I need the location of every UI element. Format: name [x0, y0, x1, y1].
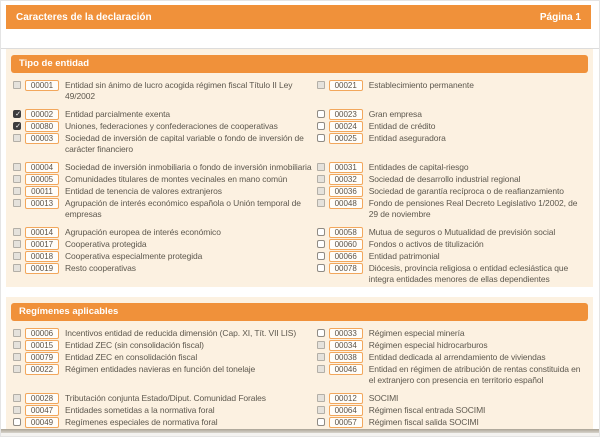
checkbox-00047[interactable] — [13, 406, 21, 414]
declaration-item — [317, 328, 586, 339]
item-code-box: 00038 — [329, 352, 363, 363]
item-code-box: 00078 — [329, 263, 363, 274]
item-label: Sociedad de garantía recíproca o de reafianzamiento — [368, 186, 564, 196]
item-code-box: 00006 — [25, 328, 59, 339]
checkbox-00080[interactable] — [13, 122, 21, 130]
item-label: Entidad patrimonial — [368, 251, 440, 261]
item-label: Régimen fiscal entrada SOCIMI — [368, 405, 486, 415]
checkbox-00014[interactable] — [13, 228, 21, 236]
page-title-bar — [6, 5, 591, 29]
item-code-box: 00058 — [329, 227, 363, 238]
form-row — [13, 121, 586, 132]
item-label: Mutua de seguros o Mutualidad de previsión social — [368, 227, 556, 237]
declaration-item — [13, 227, 317, 238]
form-row — [13, 263, 586, 285]
checkbox-00001[interactable] — [13, 81, 21, 89]
checkbox-00024[interactable] — [317, 122, 325, 130]
item-code-box: 00049 — [25, 417, 59, 428]
section-rows — [6, 78, 593, 285]
item-label: Diócesis, provincia religiosa o entidad eclesiástica que integra entidades menores de ellas dependientes — [368, 263, 569, 284]
item-code-box: 00048 — [329, 198, 363, 209]
declaration-item — [13, 364, 317, 375]
item-code-box: 00001 — [25, 80, 59, 91]
item-code-box: 00017 — [25, 239, 59, 250]
item-code-box: 00079 — [25, 352, 59, 363]
item-code-box: 00018 — [25, 251, 59, 262]
item-label: Entidad sin ánimo de lucro acogida régimen fiscal Título II Ley 49/2002 — [65, 80, 293, 101]
form-row — [13, 417, 586, 428]
section-header: Regímenes aplicables — [11, 303, 588, 321]
item-label: Agrupación de interés económico española o Unión temporal de empresas — [65, 198, 301, 219]
form-row — [13, 162, 586, 173]
declaration-item — [317, 162, 586, 173]
item-code-box: 00011 — [25, 186, 59, 197]
item-code-box: 00019 — [25, 263, 59, 274]
item-code-box: 00012 — [329, 393, 363, 404]
form-row — [13, 352, 586, 363]
checkbox-00058[interactable] — [317, 228, 325, 236]
item-label: Tributación conjunta Estado/Diput. Comunidad Forales — [65, 393, 266, 403]
declaration-item — [13, 417, 317, 428]
item-label: Entidades sometidas a la normativa foral — [65, 405, 215, 415]
declaration-item — [13, 251, 317, 262]
declaration-item — [13, 198, 317, 220]
item-label: Gran empresa — [368, 109, 422, 119]
item-code-box: 00023 — [329, 109, 363, 120]
checkbox-00048[interactable] — [317, 199, 325, 207]
item-label: Fondos o activos de titulización — [368, 239, 484, 249]
item-label: Regímenes especiales de normativa foral — [65, 417, 218, 427]
checkbox-00046[interactable] — [317, 365, 325, 373]
form-row — [13, 328, 586, 339]
item-code-box: 00004 — [25, 162, 59, 173]
item-label: Entidades de capital-riesgo — [368, 162, 469, 172]
item-label: Entidad en régimen de atribución de rentas constituida en el extranjero con presencia en territorio español — [368, 364, 581, 385]
checkbox-00022[interactable] — [13, 365, 21, 373]
window-bottom-margin — [1, 433, 599, 436]
checkbox-00034[interactable] — [317, 341, 325, 349]
item-label: Entidad ZEC (sin consolidación fiscal) — [65, 340, 204, 350]
checkbox-00066[interactable] — [317, 252, 325, 260]
checkbox-00004[interactable] — [13, 163, 21, 171]
form-row — [13, 405, 586, 416]
item-label: Agrupación europea de interés económico — [65, 227, 221, 237]
item-label: Régimen especial minería — [368, 328, 465, 338]
item-code-box: 00021 — [329, 80, 363, 91]
form-row — [13, 340, 586, 351]
declaration-item — [317, 174, 586, 185]
item-code-box: 00034 — [329, 340, 363, 351]
checkbox-00033[interactable] — [317, 329, 325, 337]
item-code-box: 00022 — [25, 364, 59, 375]
checkbox-00038[interactable] — [317, 353, 325, 361]
item-label: Sociedad de inversión inmobiliaria o fondo de inversión inmobiliaria — [65, 162, 312, 172]
item-label: Régimen fiscal salida SOCIMI — [368, 417, 479, 427]
item-label: Comunidades titulares de montes vecinales en mano común — [65, 174, 288, 184]
checkbox-00019[interactable] — [13, 264, 21, 272]
item-label: Entidad de crédito — [368, 121, 436, 131]
checkbox-00011[interactable] — [13, 187, 21, 195]
page-number-label: Página 1 — [539, 11, 581, 23]
checkbox-00023[interactable] — [317, 110, 325, 118]
checkbox-00064[interactable] — [317, 406, 325, 414]
item-code-box: 00024 — [329, 121, 363, 132]
toolbar-strip — [1, 29, 599, 49]
declaration-item — [13, 340, 317, 351]
item-label: Entidad aseguradora — [368, 133, 446, 143]
checkbox-00013[interactable] — [13, 199, 21, 207]
declaration-item — [13, 393, 317, 404]
form-row — [13, 80, 586, 102]
declaration-item — [13, 174, 317, 185]
section-tipo-de-entidad — [6, 49, 593, 287]
declaration-item — [317, 417, 586, 428]
declaration-item — [13, 80, 317, 102]
item-label: Sociedad de inversión de capital variable o fondo de inversión de carácter financiero — [65, 133, 304, 154]
section-header: Tipo de entidad — [11, 55, 588, 73]
form-row — [13, 227, 586, 238]
item-label: SOCIMI — [368, 393, 399, 403]
item-code-box: 00028 — [25, 393, 59, 404]
form-row — [13, 133, 586, 155]
item-label: Resto cooperativas — [65, 263, 136, 273]
declaration-item — [317, 109, 586, 120]
declaration-item — [13, 405, 317, 416]
checkbox-00028[interactable] — [13, 394, 21, 402]
page-title: Caracteres de la declaración — [16, 11, 152, 23]
declaration-item — [13, 263, 317, 274]
declaration-item — [13, 239, 317, 250]
form-row — [13, 364, 586, 386]
item-label: Entidad parcialmente exenta — [65, 109, 171, 119]
declaration-item — [317, 227, 586, 238]
declaration-item — [317, 133, 586, 144]
declaration-item — [13, 328, 317, 339]
item-code-box: 00003 — [25, 133, 59, 144]
declaration-item — [317, 352, 586, 363]
item-label: Entidad dedicada al arrendamiento de viviendas — [368, 352, 546, 362]
checkbox-00015[interactable] — [13, 341, 21, 349]
item-code-box: 00031 — [329, 162, 363, 173]
checkbox-00005[interactable] — [13, 175, 21, 183]
item-label: Entidad de tenencia de valores extranjeros — [65, 186, 222, 196]
checkbox-00003[interactable] — [13, 134, 21, 142]
item-code-box: 00025 — [329, 133, 363, 144]
declaration-item — [317, 198, 586, 220]
checkbox-00025[interactable] — [317, 134, 325, 142]
item-label: Entidad ZEC en consolidación fiscal — [65, 352, 198, 362]
checkbox-00031[interactable] — [317, 163, 325, 171]
item-label: Cooperativa protegida — [65, 239, 147, 249]
checkbox-00049[interactable] — [13, 418, 21, 426]
checkbox-00057[interactable] — [317, 418, 325, 426]
item-code-box: 00060 — [329, 239, 363, 250]
item-label: Fondo de pensiones Real Decreto Legislativo 1/2002, de 29 de noviembre — [368, 198, 578, 219]
section-rows — [6, 326, 593, 428]
item-code-box: 00057 — [329, 417, 363, 428]
form-row — [13, 393, 586, 404]
form-row — [13, 251, 586, 262]
checkbox-00021[interactable] — [317, 81, 325, 89]
item-label: Cooperativa especialmente protegida — [65, 251, 203, 261]
item-label: Sociedad de desarrollo industrial regional — [368, 174, 521, 184]
item-label: Establecimiento permanente — [368, 80, 474, 90]
checkbox-00018[interactable] — [13, 252, 21, 260]
item-label: Incentivos entidad de reducida dimensión (Cap. XI, Tít. VII LIS) — [65, 328, 297, 338]
item-label: Régimen entidades navieras en función del tonelaje — [65, 364, 256, 374]
item-label: Régimen especial hidrocarburos — [368, 340, 488, 350]
form-row — [13, 239, 586, 250]
checkbox-00036[interactable] — [317, 187, 325, 195]
item-code-box: 00064 — [329, 405, 363, 416]
declaration-item — [13, 162, 317, 173]
declaration-item — [13, 352, 317, 363]
checkbox-00002[interactable] — [13, 110, 21, 118]
form-row — [13, 174, 586, 185]
form-row — [13, 109, 586, 120]
declaration-item — [317, 80, 586, 91]
declaration-item — [317, 186, 586, 197]
declaration-item — [317, 251, 586, 262]
item-code-box: 00036 — [329, 186, 363, 197]
checkbox-00078[interactable] — [317, 264, 325, 272]
item-code-box: 00066 — [329, 251, 363, 262]
checkbox-00006[interactable] — [13, 329, 21, 337]
item-code-box: 00015 — [25, 340, 59, 351]
item-code-box: 00005 — [25, 174, 59, 185]
declaration-item — [317, 340, 586, 351]
item-code-box: 00033 — [329, 328, 363, 339]
item-code-box: 00013 — [25, 198, 59, 209]
item-code-box: 00046 — [329, 364, 363, 375]
section-regimenes-aplicables — [6, 297, 593, 429]
declaration-item — [13, 109, 317, 120]
item-code-box: 00080 — [25, 121, 59, 132]
declaration-item — [13, 186, 317, 197]
checkbox-00017[interactable] — [13, 240, 21, 248]
checkbox-00012[interactable] — [317, 394, 325, 402]
item-code-box: 00047 — [25, 405, 59, 416]
declaration-item — [317, 405, 586, 416]
declaration-item — [317, 393, 586, 404]
form-row — [13, 186, 586, 197]
declaration-item — [317, 364, 586, 386]
checkbox-00079[interactable] — [13, 353, 21, 361]
form-row — [13, 198, 586, 220]
declaration-item — [13, 121, 317, 132]
item-label: Uniones, federaciones y confederaciones de cooperativas — [65, 121, 278, 131]
checkbox-00060[interactable] — [317, 240, 325, 248]
declaration-item — [317, 121, 586, 132]
checkbox-00032[interactable] — [317, 175, 325, 183]
item-code-box: 00002 — [25, 109, 59, 120]
declaration-item — [317, 263, 586, 285]
declaration-item — [317, 239, 586, 250]
declaration-item — [13, 133, 317, 155]
item-code-box: 00014 — [25, 227, 59, 238]
item-code-box: 00032 — [329, 174, 363, 185]
